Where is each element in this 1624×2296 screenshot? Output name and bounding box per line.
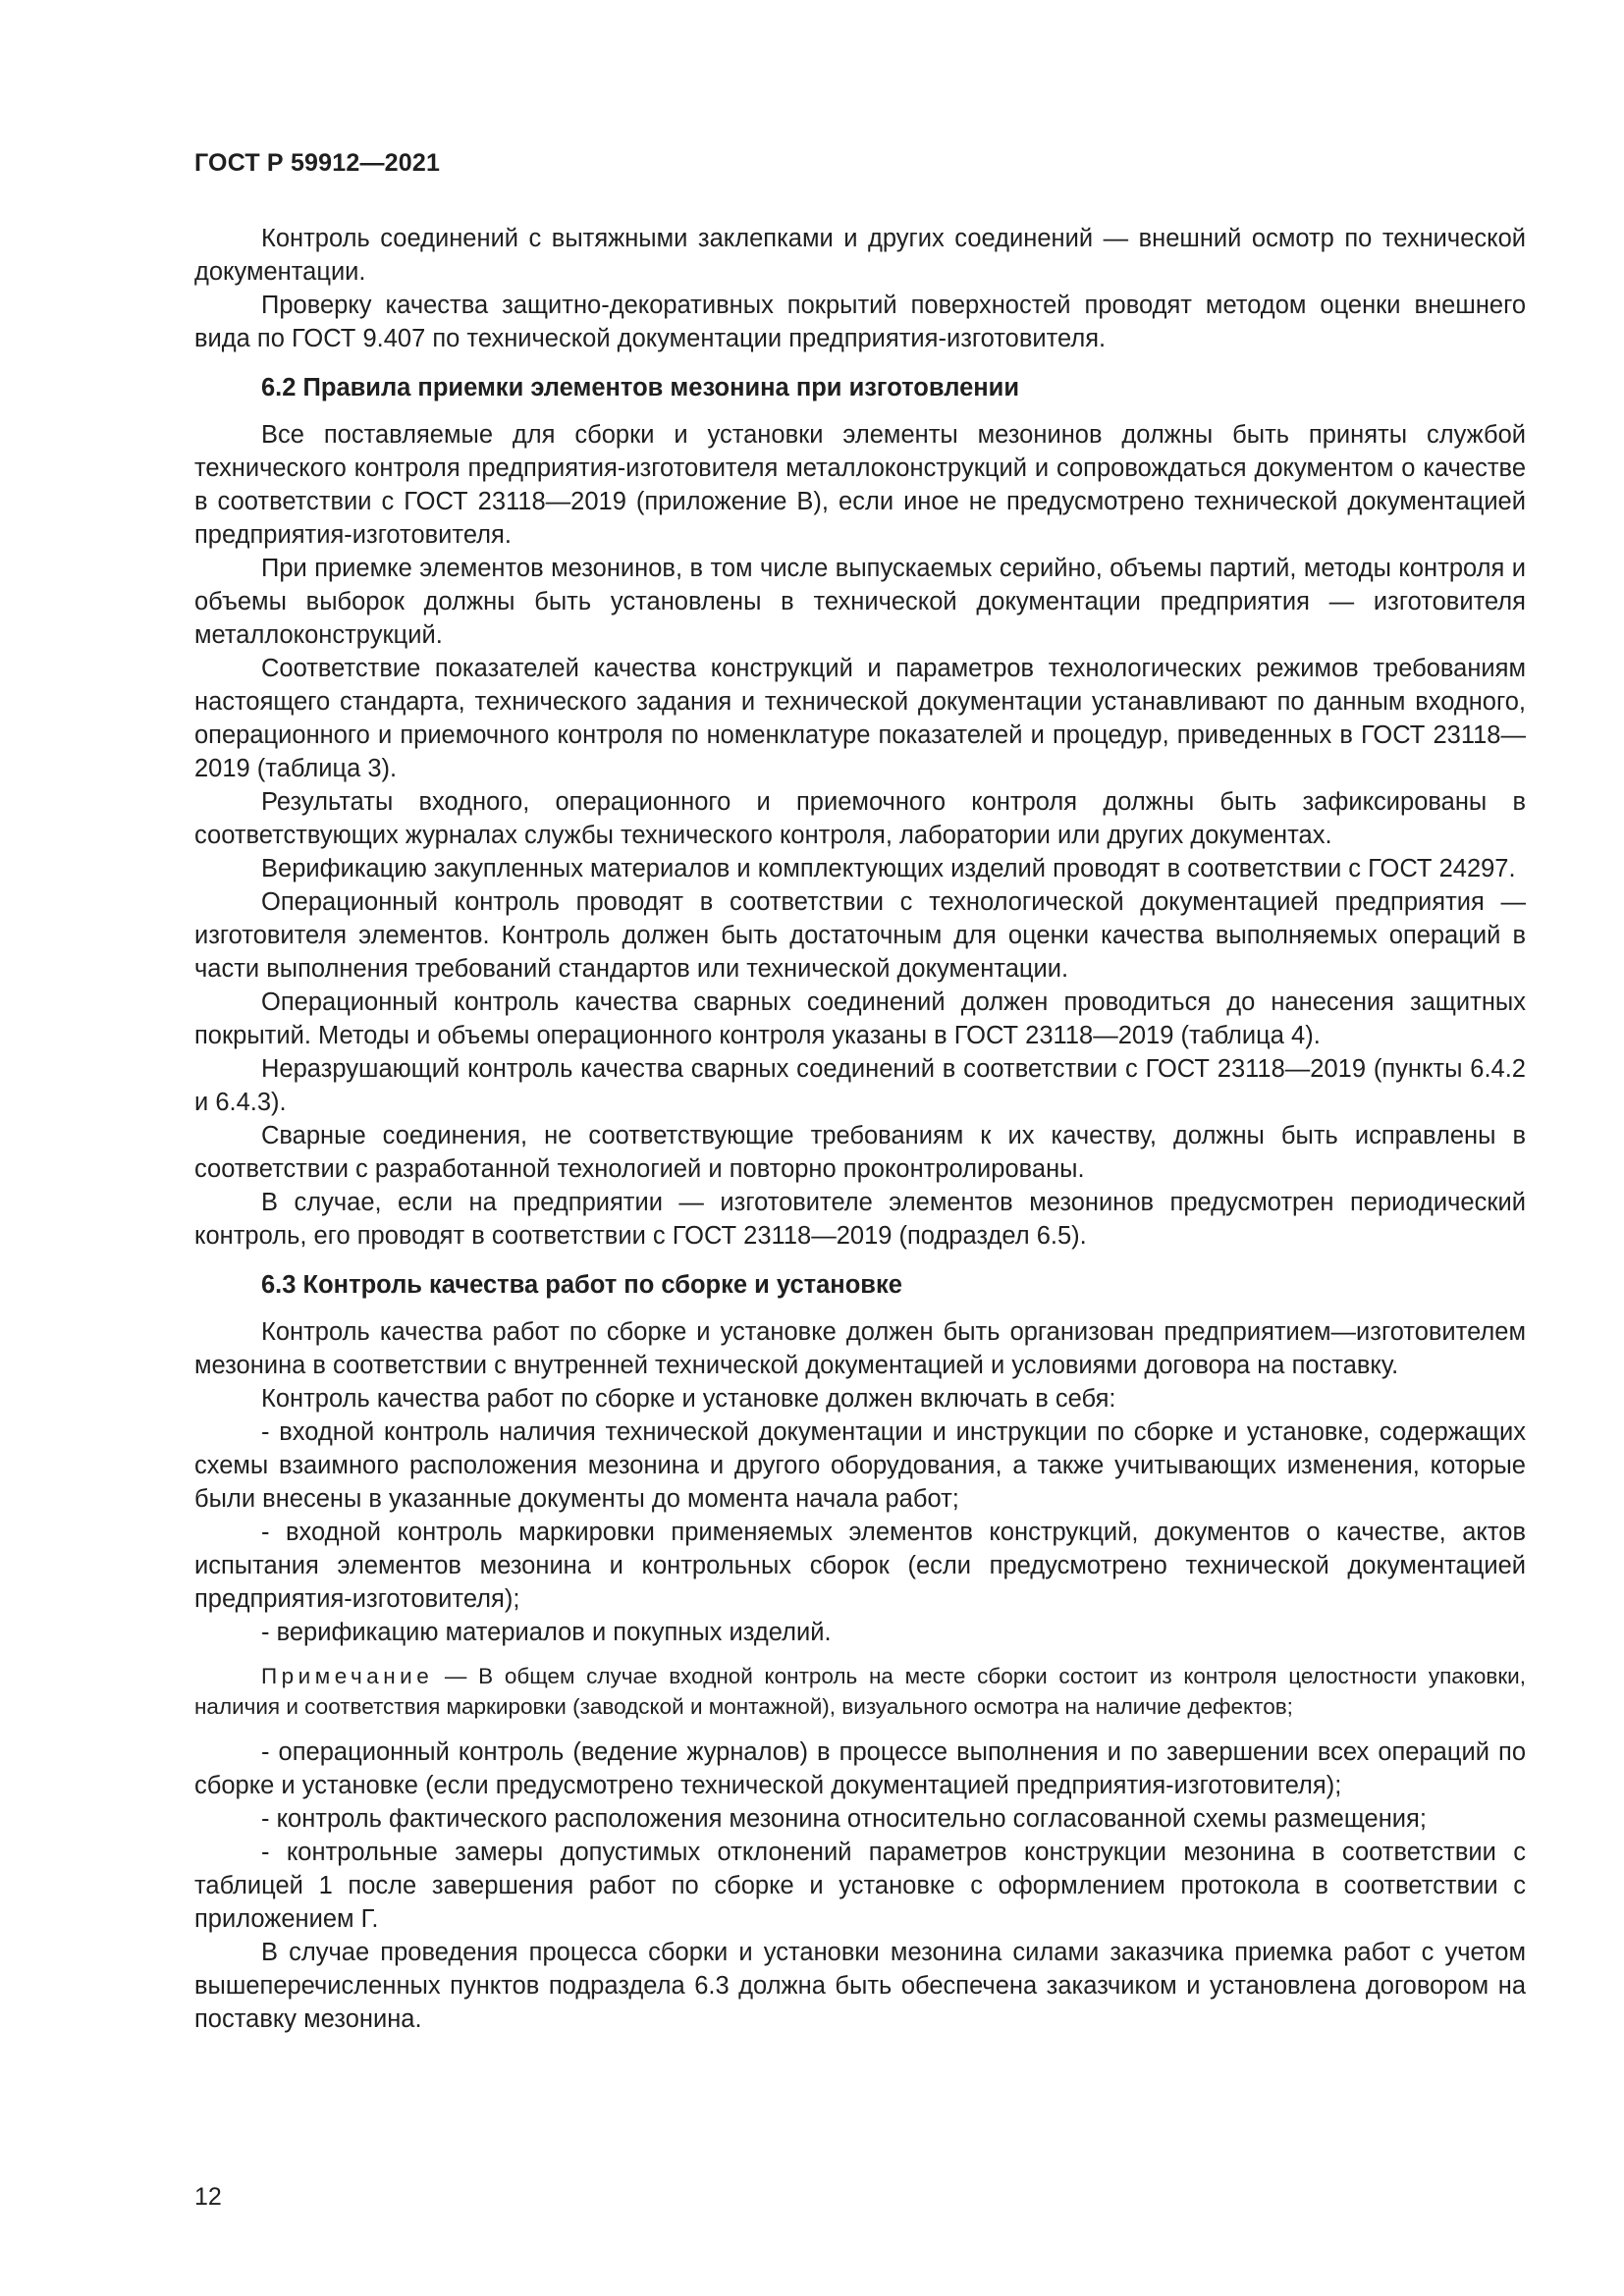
paragraph: Неразрушающий контроль качества сварных соединений в соответствии с ГОСТ 23118—2019 (пункты 6.4.2 и 6.4.3). <box>194 1055 1526 1116</box>
list-item: - контрольные замеры допустимых отклонений параметров конструкции мезонина в соответствии с таблицей 1 после завершения работ по сборке и установке с оформлением протокола в соответствии с приложением Г. <box>194 1839 1526 1933</box>
paragraph: В случае, если на предприятии — изготовителе элементов мезонинов предусмотрен периодический контроль, его проводят в соответствии с ГОСТ 23118—2019 (подраздел 6.5). <box>194 1189 1526 1250</box>
paragraph: Результаты входного, операционного и приемочного контроля должны быть зафиксированы в соответствующих журналах службы технического контроля, лаборатории или других документах. <box>194 788 1526 849</box>
paragraph: Контроль качества работ по сборке и установке должен включать в себя: <box>261 1385 1116 1413</box>
list-item: - входной контроль маркировки применяемых элементов конструкций, документов о качестве, актов испытания элементов мезонина и контрольных сборок (если предусмотрено технической документацией предприятия-изготовителя); <box>194 1519 1526 1613</box>
document-body <box>194 222 1526 2036</box>
paragraph: Контроль качества работ по сборке и установке должен быть организован предприятием—изготовителем мезонина в соответствии с внутренней технической документацией и условиями договора на поставку. <box>194 1318 1526 1379</box>
list-item: - верификацию материалов и покупных изделий. <box>261 1619 832 1646</box>
section-heading-6-3: 6.3 Контроль качества работ по сборке и установке <box>261 1271 902 1299</box>
paragraph: Верификацию закупленных материалов и комплектующих изделий проводят в соответствии с ГОСТ 24297. <box>261 855 1516 882</box>
paragraph: Все поставляемые для сборки и установки элементы мезонинов должны быть приняты службой технического контроля предприятия-изготовителя металлоконструкций и сопровождаться документом о качестве в соответствии с ГОСТ 23118—2019 (приложение В), если иное не предусмотрено технической документацией предприятия-изготовителя. <box>194 421 1526 549</box>
paragraph: Операционный контроль качества сварных соединений должен проводиться до нанесения защитных покрытий. Методы и объемы операционного контроля указаны в ГОСТ 23118—2019 (таблица 4). <box>194 988 1526 1049</box>
section-heading-6-2: 6.2 Правила приемки элементов мезонина при изготовлении <box>261 374 1020 401</box>
paragraph: При приемке элементов мезонинов, в том числе выпускаемых серийно, объемы партий, методы контроля и объемы выборок должны быть установлены в технической документации предприятия — изготовителя металлоконструкций. <box>194 555 1526 649</box>
list-item: - входной контроль наличия технической документации и инструкции по сборке и установке, содержащих схемы взаимного расположения мезонина и другого оборудования, а также учитывающих изменения, которые были внесены в указанные документы до момента начала работ; <box>194 1418 1526 1513</box>
paragraph: В случае проведения процесса сборки и установки мезонина силами заказчика приемка работ с учетом вышеперечисленных пунктов подраздела 6.3 должна быть обеспечена заказчиком и установлена договором на поставку мезонина. <box>194 1939 1526 2033</box>
list-item: - операционный контроль (ведение журналов) в процессе выполнения и по завершении всех операций по сборке и установке (если предусмотрено технической документацией предприятия-изготовителя); <box>194 1738 1526 1799</box>
note <box>194 1661 1526 1722</box>
note-label: Примечание <box>261 1664 434 1688</box>
document-header: ГОСТ Р 59912—2021 <box>194 149 441 177</box>
note-text: — В общем случае входной контроль на месте сборки состоит из контроля целостности упаковки, наличия и соответствия маркировки (заводской и монтажной), визуального осмотра на наличие дефектов; <box>194 1664 1526 1719</box>
paragraph: Проверку качества защитно-декоративных покрытий поверхностей проводят методом оценки внешнего вида по ГОСТ 9.407 по технической документации предприятия-изготовителя. <box>194 292 1526 352</box>
paragraph: Соответствие показателей качества конструкций и параметров технологических режимов требованиям настоящего стандарта, технического задания и технической документации устанавливают по данным входного, операционного и приемочного контроля по номенклатуре показателей и процедур, приведенных в ГОСТ 23118—2019 (таблица 3). <box>194 655 1526 782</box>
paragraph: Контроль соединений с вытяжными заклепками и других соединений — внешний осмотр по технической документации. <box>194 225 1526 286</box>
page-number: 12 <box>194 2183 222 2211</box>
paragraph: Операционный контроль проводят в соответствии с технологической документацией предприятия — изготовителя элементов. Контроль должен быть достаточным для оценки качества выполняемых операций в части выполнения требований стандартов или технической документации. <box>194 888 1526 983</box>
paragraph: Сварные соединения, не соответствующие требованиям к их качеству, должны быть исправлены в соответствии с разработанной технологией и повторно проконтролированы. <box>194 1122 1526 1183</box>
list-item: - контроль фактического расположения мезонина относительно согласованной схемы размещения; <box>261 1805 1427 1833</box>
